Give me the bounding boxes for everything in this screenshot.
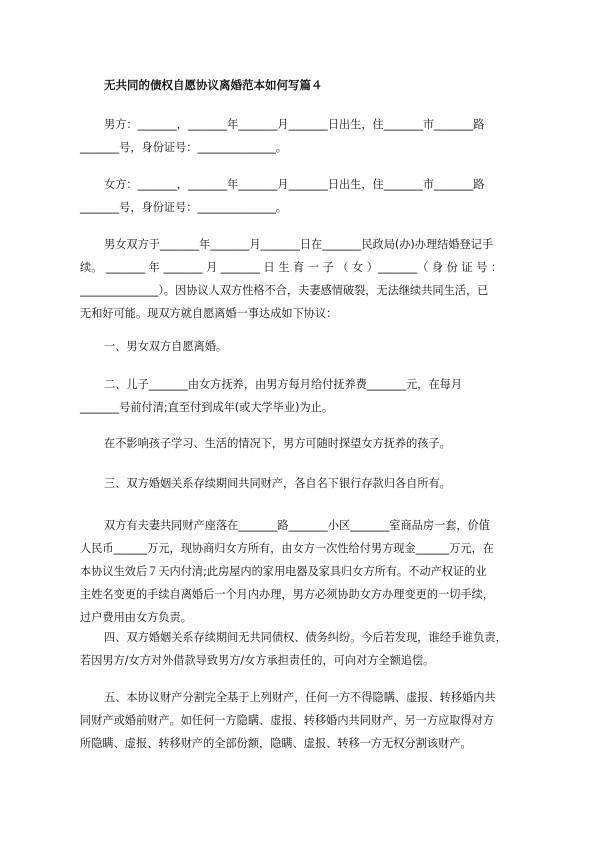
paragraph-visitation bbox=[104, 432, 524, 455]
paragraph-line: 二、儿子_______由女方抚养，由男方每月给付抚养费_______元，在每月 bbox=[104, 378, 463, 391]
paragraph-real-estate bbox=[80, 514, 524, 629]
paragraph-wife-info bbox=[80, 173, 524, 219]
paragraph-line: 五、本协议财产分割完全基于上列财产，任何一方不得隐瞒、虚报、转移婚内共 bbox=[104, 691, 496, 704]
clause-4-debts bbox=[80, 626, 524, 672]
clause-1-divorce bbox=[104, 335, 524, 358]
paragraph-line: 男方：_______，_______年_______月_______日出生，住_______市_______路 bbox=[104, 118, 485, 131]
paragraph-line: 女方：_______，_______年_______月_______日出生，住_______市_______路 bbox=[104, 178, 485, 191]
paragraph-line: 四、双方婚姻关系存续期间无共同债权、债务纠纷。今后若发现，谁经手谁负责， bbox=[104, 631, 507, 644]
paragraph-line: 同财产或婚前财产。如任何一方隐瞒、虚报、转移婚内共同财产，另一方应取得对方 bbox=[80, 714, 494, 727]
paragraph-line: _______号，身份证号：______________。 bbox=[80, 141, 287, 154]
paragraph-line: 双方有夫妻共同财产座落在_______路_______小区_______室商品房一套，价值 bbox=[104, 519, 490, 532]
paragraph-line: 一、男女双方自愿离婚。 bbox=[104, 340, 228, 353]
paragraph-line: 主姓名变更的手续自离婚后一个月内办理，男方必须协助女方办理变更的一切手续， bbox=[80, 588, 494, 601]
paragraph-line: 三、双方婚姻关系存续期间共同财产，各自名下银行存款归各自所有。 bbox=[104, 477, 451, 490]
paragraph-marriage-registration bbox=[80, 233, 524, 325]
paragraph-line: 过户费用由女方负责。 bbox=[80, 611, 192, 624]
paragraph-line: 在不影响孩子学习、生活的情况下，男方可随时探望女方抚养的孩子。 bbox=[104, 437, 451, 450]
paragraph-line: 男女双方于_______年_______月_______日在_______民政局(办)办理结婚登记手 bbox=[104, 238, 494, 251]
clause-2-custody bbox=[80, 373, 524, 419]
paragraph-line: _______号前付清;直至付到成年(或大学毕业)为止。 bbox=[80, 401, 334, 414]
paragraph-line: 无和好可能。现双方就自愿离婚一事达成如下协议： bbox=[80, 307, 338, 320]
document-title: 无共同的债权自愿协议离婚范本如何写篇４ bbox=[104, 78, 323, 92]
paragraph-line: 续。 _______ 年 _______ 月 _______ 日 生 育 一 子 （ 女 ）_______（ 身 份 证 号 ： bbox=[80, 261, 503, 274]
paragraph-line: 人民币______万元，现协商归女方所有，由女方一次性给付男方现金______万元，在 bbox=[80, 542, 494, 555]
paragraph-line: 本协议生效后７天内付清;此房屋内的家用电器及家具归女方所有。不动产权证的业 bbox=[80, 565, 487, 578]
paragraph-husband-info bbox=[80, 113, 524, 159]
paragraph-line: _______号，身份证号：______________。 bbox=[80, 201, 287, 214]
clause-5-property-division bbox=[80, 686, 524, 755]
clause-3-bank-deposits bbox=[104, 472, 524, 495]
paragraph-line: ______________）。因协议人双方性格不合，夫妻感情破裂，无法继续共同生活，已 bbox=[80, 284, 489, 297]
paragraph-line: 若因男方/女方对外借款导致男方/女方承担责任的，可向对方全额追偿。 bbox=[80, 654, 435, 667]
paragraph-line: 所隐瞒、虚报、转移财产的全部份额，隐瞒、虚报、转移一方无权分割该财产。 bbox=[80, 737, 472, 750]
